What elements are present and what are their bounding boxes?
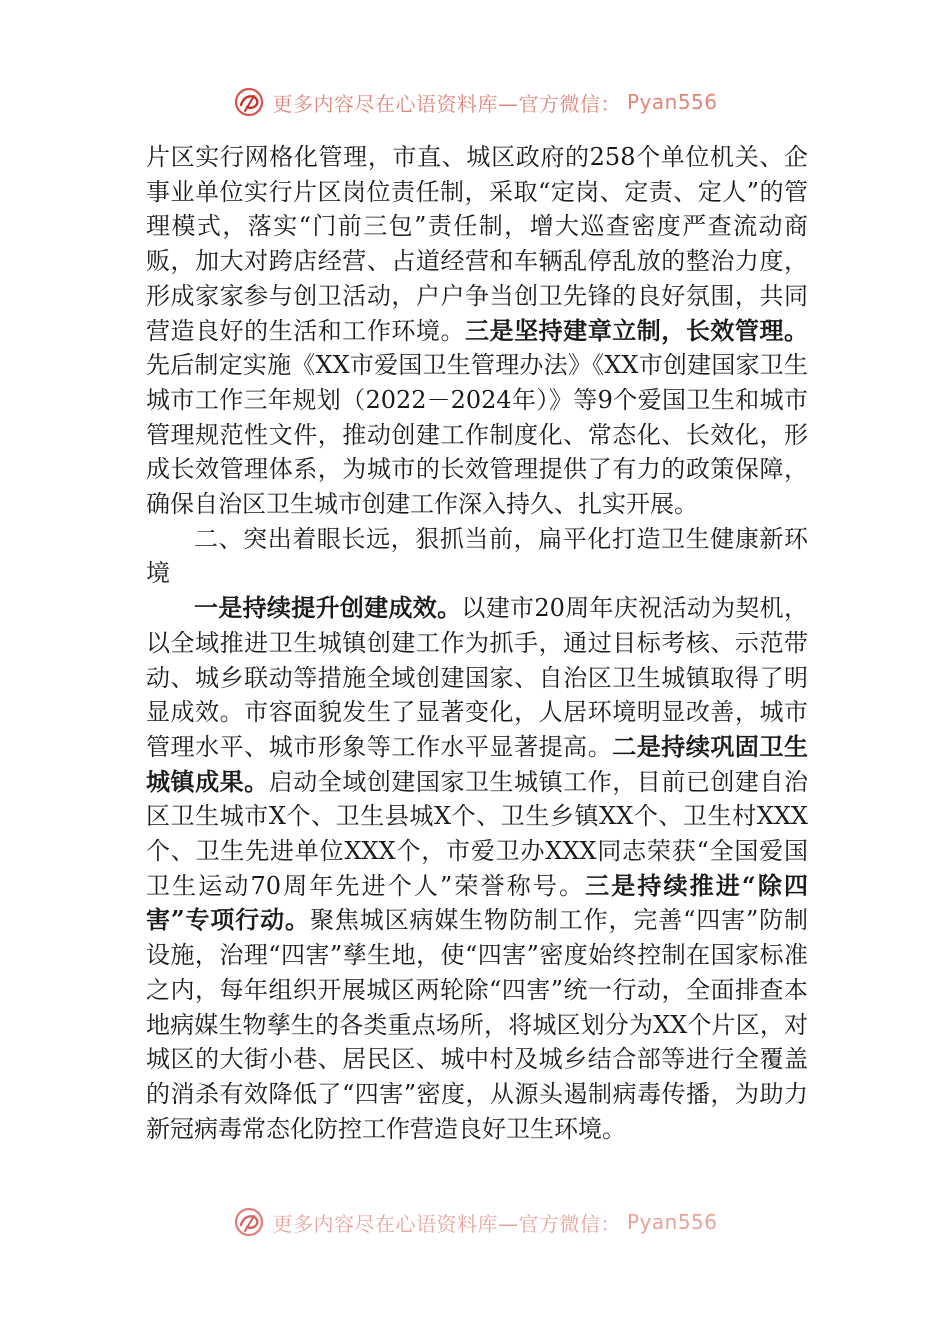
bold-run: 三是坚持建章立制，长效管理。 bbox=[465, 315, 808, 345]
text-run: 先后制定实施《XX市爱国卫生管理办法》《XX市创建国家卫生城市工作三年规划（2022－2024年）》等9个爱国卫生和城市管理规范性文件，推动创建工作制度化、常态化、长效化，形成长效管理体系，为城市的长效管理提供了有力的政策保障，确保自治区卫生城市创建工作深入持久、扎实开展。 bbox=[146, 351, 808, 519]
watermark-text: 更多内容尽在心语资料库—官方微信： bbox=[272, 91, 621, 116]
footer-watermark bbox=[0, 1202, 950, 1242]
text-run: 以建市20周年庆祝活动为契机，以全域推进卫生城镇创建工作为抓手，通过目标考核、示范带动、城乡联动等措施全域创建国家、自治区卫生城镇取得了明显成效。市容面貌发生了显著变化，人居环境明显改善，城市管理水平、城市形象等工作水平显著提高。 bbox=[146, 594, 808, 761]
heading-text: 二、突出着眼长远，狠抓当前，扁平化打造卫生健康新环境 bbox=[146, 524, 808, 588]
document-body bbox=[146, 140, 808, 1146]
swirl-logo-icon bbox=[232, 1205, 266, 1239]
watermark-id: Pyan556 bbox=[626, 1210, 718, 1234]
swirl-logo-icon bbox=[232, 85, 266, 119]
bold-run: 二是持续巩固卫生城镇成果。 bbox=[146, 731, 809, 796]
paragraph-3 bbox=[146, 591, 808, 1146]
section-heading bbox=[146, 522, 808, 591]
bold-run: 一是持续提升创建成效。 bbox=[194, 593, 462, 623]
header-watermark bbox=[0, 82, 950, 122]
text-run: 聚焦城区病媒生物防制工作，完善“四害”防制设施，治理“四害”孳生地，使“四害”密度始终控制在国家标准之内，每年组织开展城区两轮除“四害”统一行动，全面排查本地病媒生物孳生的各类重点场所，将城区划分为XX个片区，对城区的大街小巷、居民区、城中村及城乡结合部等进行全覆盖的消杀有效降低了“四害”密度，从源头遏制病毒传播，为助力新冠病毒常态化防控工作营造良好卫生环境。 bbox=[146, 906, 808, 1143]
bold-run: 三是持续推进“除四害”专项行动。 bbox=[146, 870, 808, 935]
watermark-text: 更多内容尽在心语资料库—官方微信： bbox=[272, 1211, 621, 1236]
paragraph-1 bbox=[146, 140, 808, 522]
watermark-id: Pyan556 bbox=[626, 90, 718, 114]
text-run: 片区实行网格化管理，市直、城区政府的258个单位机关、企事业单位实行片区岗位责任制，采取“定岗、定责、定人”的管理模式，落实“门前三包”责任制，增大巡查密度严查流动商贩，加大对跨店经营、占道经营和车辆乱停乱放的整治力度，形成家家参与创卫活动，户户争当创卫先锋的良好氛围，共同营造良好的生活和工作环境。 bbox=[146, 143, 808, 345]
text-run: 启动全域创建国家卫生城镇工作，目前已创建自治区卫生城市X个、卫生县城X个、卫生乡镇XX个、卫生村XXX个、卫生先进单位XXX个，市爱卫办XXX同志荣获“全国爱国卫生运动70周年先进个人”荣誉称号。 bbox=[146, 767, 809, 900]
